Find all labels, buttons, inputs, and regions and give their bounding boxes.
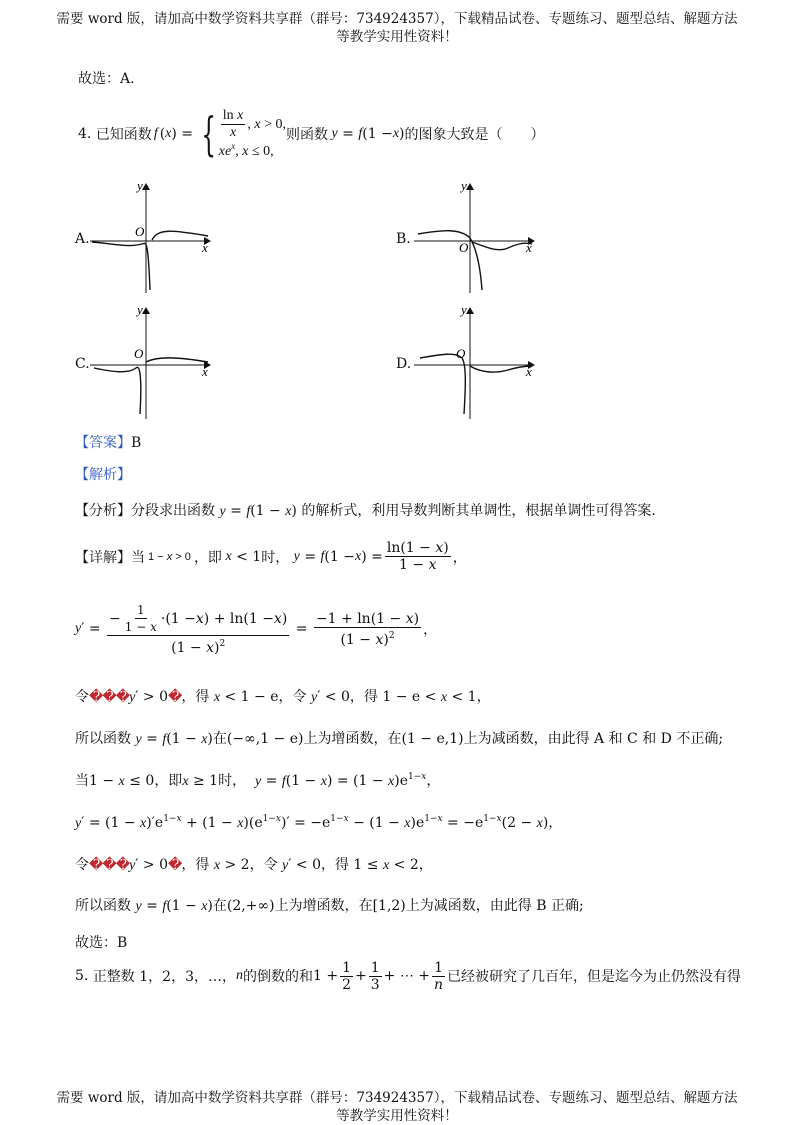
footer-line-2: 等教学实用性资料！ bbox=[336, 1108, 458, 1124]
graph-a bbox=[88, 178, 218, 296]
zai-1: 在 bbox=[212, 731, 227, 747]
x-label: x bbox=[202, 364, 208, 379]
x-label: x bbox=[526, 364, 532, 379]
derivative-2: $y' = (1 - x)'e^{1-x} + (1 - x)(e^{1-x})' = -e^{1-x} - (1 - x)e^{1-x} = -e^{1-x}(2 - x)$， bbox=[75, 814, 563, 831]
y-label: y bbox=[461, 178, 467, 193]
detail-text-2: ，即 bbox=[193, 549, 222, 566]
prev-answer: 故选：A. bbox=[78, 71, 135, 87]
ling-3: 令 bbox=[75, 857, 89, 873]
answer-value: B bbox=[131, 435, 142, 451]
header-line-2: 等教学实用性资料！ bbox=[336, 29, 458, 45]
option-b-label: B. bbox=[396, 231, 411, 247]
de-2: ，得 bbox=[349, 689, 378, 705]
q4-stem: 4. 已知函数 f ( x ) = { $\frac{\text{ln x}}{x}$ , x > 0, $xe^x$, x ≤ 0, 则函数 y = f (1 − x ) 的图象大致是（ ） bbox=[78, 107, 545, 161]
curve-left bbox=[420, 354, 465, 414]
origin-label: O bbox=[135, 224, 145, 239]
curve-left bbox=[418, 231, 482, 290]
q5-text-1: 正整数 1，2，3，…， bbox=[92, 969, 236, 985]
de-3: ，得 bbox=[181, 857, 210, 873]
graph-d bbox=[412, 302, 542, 422]
final-answer: 故选：B bbox=[75, 935, 128, 951]
shang-zeng-2: 上为增函数，在 bbox=[274, 898, 373, 914]
dang-2: 当 bbox=[75, 773, 89, 789]
garbled-char: � bbox=[168, 689, 182, 705]
option-d-label: D. bbox=[396, 356, 412, 372]
q5-stem: 5. 正整数 1，2，3，…， n 的倒数的和 1 + $\frac{1}{2}$ + $\frac{1}{3}$ + ⋯ + $\frac{1}{n}$ 已经被研究了几百年，但是迄今为止仍然没有得 bbox=[75, 959, 742, 993]
ling-line-1: 令���y′ > 0�，得 x < 1 − e，令 y′ < 0，得 1 − e < x < 1， bbox=[75, 689, 491, 705]
x-label: x bbox=[202, 240, 208, 255]
q5-text-2: 的倒数的和 bbox=[242, 969, 313, 985]
shang-zeng-1: 上为增函数，在 bbox=[303, 731, 402, 747]
ling-1: 令 bbox=[75, 689, 89, 705]
curve-right bbox=[146, 358, 208, 362]
detail-line-2: 当1 − x ≤ 0，即x ≥ 1时， $y = f(1 - x) = (1 - x)e^{1-x}$， bbox=[75, 772, 441, 789]
option-c-label: C. bbox=[75, 356, 90, 372]
origin-label: O bbox=[456, 346, 466, 361]
option-a-label: A. bbox=[75, 231, 90, 247]
x-label: x bbox=[526, 240, 532, 255]
fenxi-text-2: 的解析式，利用导数判断其单调性，根据单调性可得答案. bbox=[301, 503, 656, 519]
shi-2: 时， bbox=[218, 773, 247, 789]
suoyi-1: 所以函数 bbox=[75, 731, 131, 747]
fenxi-label: 【分析】 bbox=[75, 503, 131, 519]
answer-line bbox=[75, 432, 141, 452]
de-1: ，得 bbox=[181, 689, 210, 705]
y-label: y bbox=[137, 302, 143, 317]
fenxi-line: 【分析】分段求出函数 y = f(1 − x) 的解析式，利用导数判断其单调性，根据单调性可得答案. bbox=[75, 503, 656, 519]
q4-stem-end: 的图象大致是（ ） bbox=[404, 127, 545, 143]
derivative-1: y ′ = − $\frac{1}{1 - x}$ ·(1 − x ) + ln(1 − x ) $(1 - x)^2$ = $\frac{-1 + \ln(1 - x)}{(1 - x)^2}$ ， bbox=[75, 603, 438, 656]
curve-left bbox=[92, 242, 150, 290]
garbled-chars: ��� bbox=[89, 689, 130, 705]
detail-text-1: 当 bbox=[131, 549, 145, 566]
suoyi-2: 所以函数 bbox=[75, 898, 131, 914]
q4-number: 4. bbox=[78, 126, 92, 142]
conclusion-1: 所以函数 y = f(1 − x)在(−∞,1 − e)上为增函数，在(1 − e,1)上为减函数，由此得 A 和 C 和 D 不正确; bbox=[75, 731, 724, 747]
graph-c bbox=[88, 302, 218, 422]
ling-4: ，令 bbox=[249, 857, 278, 873]
origin-label: O bbox=[459, 240, 469, 255]
garbled-char: � bbox=[168, 857, 182, 873]
graph-b bbox=[412, 178, 542, 296]
fenxi-text-1: 分段求出函数 bbox=[131, 503, 215, 519]
de-4: ，得 bbox=[320, 857, 349, 873]
y-label: y bbox=[137, 178, 143, 193]
conclusion-2: 所以函数 y = f(1 − x)在(2,+∞)上为增函数，在[1,2)上为减函数，由此得 B 正确; bbox=[75, 898, 584, 914]
page-header bbox=[0, 10, 794, 46]
shang-jian-2: 上为减函数，由此得 B 正确; bbox=[405, 898, 584, 914]
q5-text-3: 已经被研究了几百年，但是迄今为止仍然没有得 bbox=[447, 969, 742, 985]
q4-stem-suffix: 则函数 bbox=[286, 127, 329, 143]
curve-right bbox=[470, 366, 532, 372]
analysis-label: 【解析】 bbox=[75, 467, 131, 483]
page-footer bbox=[0, 1089, 794, 1125]
footer-line-1: 需要 word 版，请加高中数学资料共享群（群号：734924357），下载精品试卷、专题练习、题型总结、解题方法 bbox=[56, 1090, 738, 1106]
answer-label: 【答案】 bbox=[75, 435, 131, 451]
shang-jian-1: 上为减函数，由此得 A 和 C 和 D 不正确; bbox=[463, 731, 724, 747]
ling-line-2: 令���y′ > 0�，得 x > 2，令 y′ < 0，得 1 ≤ x < 2， bbox=[75, 857, 433, 873]
y-label: y bbox=[461, 302, 467, 317]
garbled-chars: ��� bbox=[89, 857, 130, 873]
curve-left bbox=[94, 367, 141, 414]
ji-2: ，即 bbox=[154, 773, 183, 789]
ling-2: ，令 bbox=[278, 689, 307, 705]
origin-label: O bbox=[134, 346, 144, 361]
zai-2: 在 bbox=[212, 898, 227, 914]
curve-right bbox=[472, 242, 532, 250]
curve-right bbox=[152, 231, 208, 240]
detail-text-3: 时， bbox=[261, 549, 290, 566]
detail-label: 【详解】 bbox=[75, 549, 131, 566]
q4-stem-prefix: 已知函数 bbox=[95, 127, 152, 143]
detail-line-1: 【详解】 当 1 − x > 0 ，即 x < 1 时， y = f (1 − x ) = $\frac{\ln(1 - x)}{1 - x}$ ， bbox=[75, 540, 467, 573]
q5-number: 5. bbox=[75, 968, 89, 984]
header-line-1: 需要 word 版，请加高中数学资料共享群（群号：734924357），下载精品试卷、专题练习、题型总结、解题方法 bbox=[56, 11, 738, 27]
